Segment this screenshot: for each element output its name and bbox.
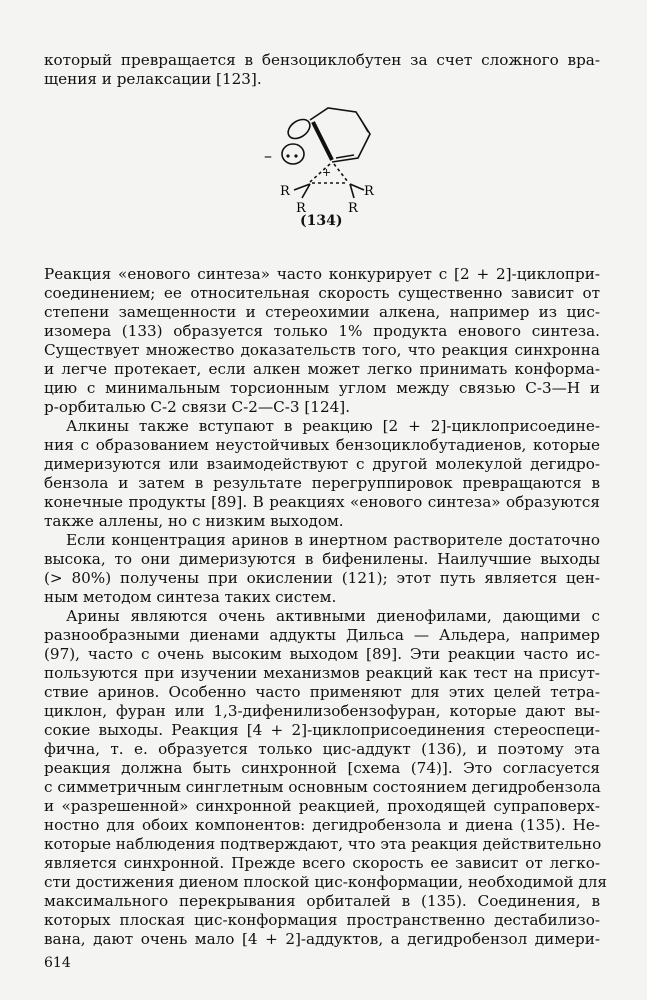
substituent-r: R [296,201,306,216]
text-line: вана, дают очень мало [4 + 2]-аддуктов, а дегидробензол димери- [44,930,600,948]
text-line: цию с минимальным торсионным углом между связью С-3—Н и [44,379,600,397]
text-line: Реакция «енового синтеза» часто конкурирует с [2 + 2]-циклопри- [44,265,600,283]
text-line: ствие аринов. Особенно часто применяют для этих целей тетра- [44,683,600,701]
text-line: Существует множество доказательств того, что реакция синхронна [44,341,600,359]
text-line: Арины являются очень активными диенофилами, дающими с [66,607,600,625]
text-line: и «разрешенной» синхронной реакцией, проходящей супраповерх- [44,797,600,815]
text-line: ностно для обоих компонентов: дегидробензола и диена (135). Не- [44,816,600,834]
text-line: разнообразными диенами аддукты Дильса — Альдера, например [44,626,600,644]
text-line: циклон, фуран или 1,3-дифенилизобензофуран, которые дают вы- [44,702,600,720]
text-line: и легче протекает, если алкен может легко принимать конформа- [44,360,600,378]
text-line: сти достижения диеном плоской цис-конформации, необходимой для [44,873,608,891]
text-line: которые наблюдения подтверждают, что эта реакция действительно [44,835,602,853]
text-line: изомера (133) образуется только 1% продукта енового синтеза. [44,322,600,340]
text-line: пользуются при изучении механизмов реакций как тест на присут- [44,664,600,682]
text-line: сокие выходы. Реакция [4 + 2]-циклоприсоединения стереоспеци- [44,721,600,739]
text-line: является синхронной. Прежде всего скорость ее зависит от легко- [44,854,600,872]
text-line: Алкины также вступают в реакцию [2 + 2]-циклоприсоедине- [66,417,600,435]
text-line: конечные продукты [89]. В реакциях «енового синтеза» образуются [44,493,600,511]
page-number: 614 [44,955,71,971]
text-line: максимального перекрывания орбиталей в (135). Соединения, в [44,892,600,910]
text-line: фична, т. е. образуется только цис-аддукт (136), и поэтому эта [44,740,600,758]
minus-sign: – [264,146,272,165]
text-line: с симметричным синглетным основным состоянием дегидробензола [44,778,601,796]
text-line: ным методом синтеза таких систем. [44,588,337,606]
text-line: р-орбиталью С-2 связи С-2—С-3 [124]. [44,398,351,416]
plus-sign: + [322,166,332,179]
text-line: высока, то они димеризуются в бифенилены. Наилучшие выходы [44,550,600,568]
text-line: ния с образованием неустойчивых бензоциклобутадиенов, которые [44,436,600,454]
lone-pair-dot [286,154,289,157]
text-line: димеризуются или взаимодействуют с другой молекулой дегидро- [44,455,600,473]
text-line: бензола и затем в результате перегруппировок превращаются в [44,474,600,492]
text-line: щения и релаксации [123]. [44,70,262,88]
text-line: который превращается в бензоциклобутен за счет сложного вра- [44,51,600,69]
text-line: соединением; ее относительная скорость существенно зависит от [44,284,600,302]
substituent-r: R [280,184,290,199]
text-line: которых плоская цис-конформация пространственно дестабилизо- [44,911,600,929]
text-line: (97), часто с очень высоким выходом [89]. Эти реакции часто ис- [44,645,600,663]
text-line: степени замещенности и стереохимии алкена, например из цис- [44,303,600,321]
substituent-r: R [364,184,374,199]
text-line: реакция должна быть синхронной [схема (74)]. Это согласуется [44,759,600,777]
figure-label: (134) [300,213,343,229]
substituent-r: R [348,201,358,216]
lone-pair-dot [294,154,297,157]
text-line: также аллены, но с низким выходом. [44,512,344,530]
text-line: (> 80%) получены при окислении (121); этот путь является цен- [44,569,600,587]
text-line: Если концентрация аринов в инертном растворителе достаточно [66,531,600,549]
